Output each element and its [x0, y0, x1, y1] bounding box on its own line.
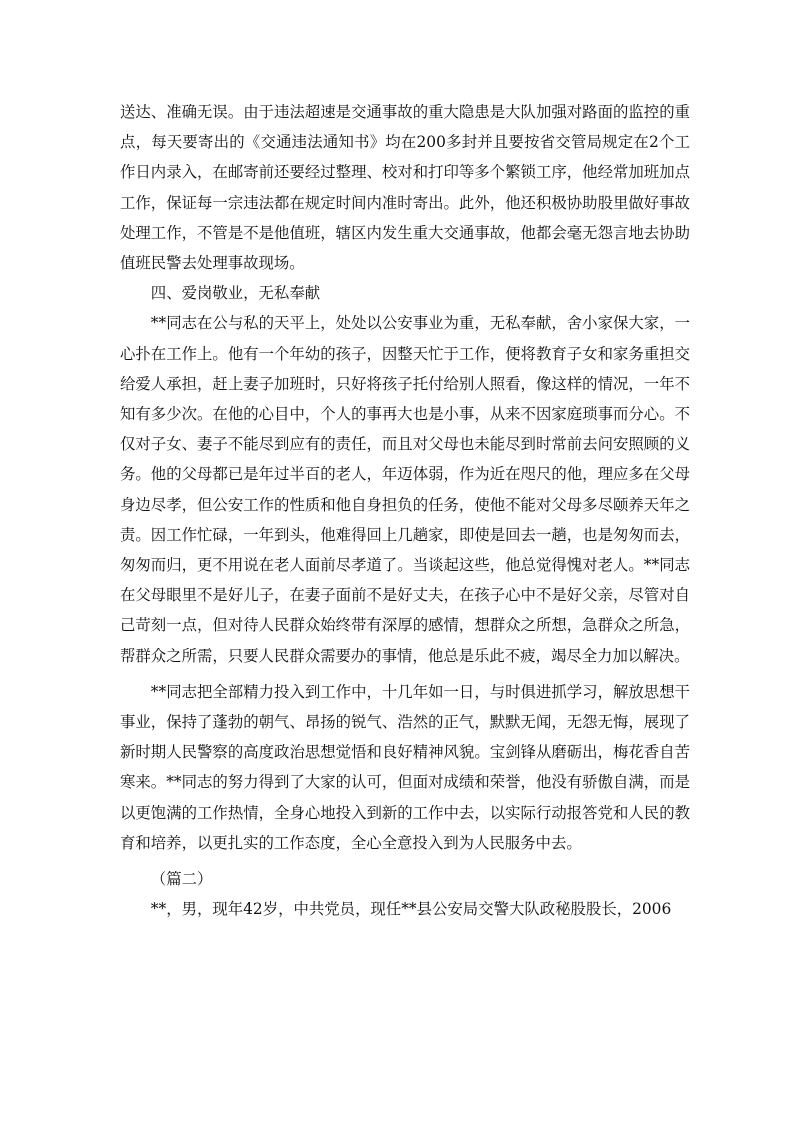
paragraph-profile-start: **，男，现年42岁，中共党员，现任**县公安局交警大队政秘股股长，2006 [150, 900, 672, 919]
section-heading-4: 四、爱岗敬业，无私奉献 [150, 284, 321, 303]
document-page [120, 97, 690, 924]
paragraph-dedication: **同志在公与私的天平上，处处以公安事业为重，无私奉献，舍小家保大家，一心扑在工作上。他有一个年幼的孩子，因整天忙于工作，便将教育子女和家务重担交给爱人承担，赶上妻子加班时，只好将孩子托付给别人照看，像这样的情况，一年不知有多少次。在他的心目中，个人的事再大也是小事，从来不因家庭琐事而分心。不仅对子女、妻子不能尽到应有的责任，而且对父母也未能尽到时常前去问安照顾的义务。他的父母都已是年过半百的老人，年迈体弱，作为近在咫尺的他，理应多在父母身边尽孝，但公安工作的性质和他自身担负的任务，使他不能对父母多尽颐养天年之责。因工作忙碌，一年到头，他难得回上几趟家，即使是回去一趟，也是匆匆而去，匆匆而归，更不用说在老人面前尽孝道了。当谈起这些，他总觉得愧对老人。**同志在父母眼里不是好儿子，在妻子面前不是好丈夫，在孩子心中不是好父亲，尽管对自己苛刻一点，但对待人民群众始终带有深厚的感情，想群众之所想，急群众之所急，帮群众之所需，只要人民群众需要办的事情，他总是乐此不疲，竭尽全力加以解决。 [120, 314, 690, 665]
section-label-part-two: （篇二） [150, 870, 213, 889]
paragraph-continuation: 送达、准确无误。由于违法超速是交通事故的重大隐患是大队加强对路面的监控的重点，每天要寄出的《交通违法通知书》均在200多封并且要按省交管局规定在2个工作日内录入，在邮寄前还要经过整理、校对和打印等多个繁锁工序，他经常加班加点工作，保证每一宗违法都在规定时间内准时寄出。此外，他还积极协助股里做好事故处理工作，不管是不是他值班，辖区内发生重大交通事故，他都会毫无怨言地去协助值班民警去处理事故现场。 [120, 103, 690, 273]
paragraph-conclusion: **同志把全部精力投入到工作中，十几年如一日，与时俱进抓学习，解放思想干事业，保持了蓬勃的朝气、昂扬的锐气、浩然的正气，默默无闻，无怨无悔，展现了新时期人民警察的高度政治思想觉悟和良好精神风貌。宝剑锋从磨砺出，梅花香自苦寒来。**同志的努力得到了大家的认可，但面对成绩和荣誉，他没有骄傲自满，而是以更饱满的工作热情，全身心地投入到新的工作中去，以实际行动报答党和人民的教育和培养，以更扎实的工作态度，全心全意投入到为人民服务中去。 [120, 682, 690, 852]
